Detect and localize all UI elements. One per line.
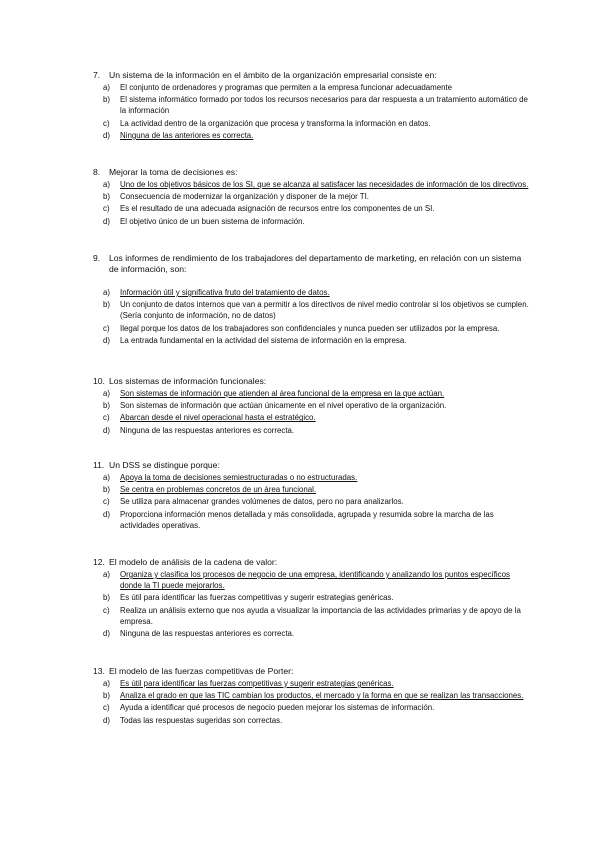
option-text: Son sistemas de información que atienden al área funcional de la empresa en la que actúan.: [120, 389, 445, 398]
question-13: [0, 666, 600, 726]
option-b-correct: [103, 690, 533, 701]
option-c: [103, 605, 533, 627]
option-c: [103, 323, 533, 334]
option-text: Información útil y significativa fruto del tratamiento de datos.: [120, 288, 330, 297]
option-b-correct: [103, 484, 533, 495]
option-text: Realiza un análisis externo que nos ayuda a visualizar la importancia de las actividades primarias y de apoyo de la empresa.: [120, 605, 521, 626]
option-letter: b): [103, 691, 111, 701]
option-letter: d): [103, 216, 111, 226]
option-b: [103, 299, 533, 321]
question-10: [0, 376, 600, 436]
option-d: [103, 628, 533, 639]
option-d: [103, 335, 533, 346]
question-number: 12.: [93, 557, 105, 567]
option-b: [103, 191, 533, 202]
option-letter: a): [103, 83, 111, 92]
question-text: Un sistema de la información en el ámbito de la organización empresarial consiste en:: [109, 70, 437, 80]
option-letter: a): [103, 180, 111, 189]
option-a-correct: [103, 287, 533, 298]
option-c-correct: [103, 412, 533, 423]
option-letter: b): [103, 192, 111, 202]
option-a-correct: [103, 388, 533, 399]
option-text: Ninguna de las anteriores es correcta.: [120, 130, 254, 140]
option-letter: a): [103, 570, 111, 579]
option-a-correct: [103, 179, 533, 190]
option-letter: a): [103, 679, 111, 688]
option-a-correct: [103, 472, 533, 483]
option-letter: d): [103, 509, 111, 519]
option-c: [103, 496, 533, 507]
option-text: Se centra en problemas concretos de un área funcional.: [120, 485, 317, 495]
question-8: [0, 167, 600, 227]
option-text: Todas las respuestas sugeridas son correctas.: [120, 715, 283, 725]
option-text: Analiza el grado en que las TIC cambian los productos, el mercado y la forma en que se realizan las transacciones.: [120, 691, 524, 701]
option-letter: d): [103, 715, 111, 725]
option-letter: b): [103, 95, 111, 105]
option-text: El conjunto de ordenadores y programas que permiten a la empresa funcionar adecuadamente: [120, 83, 453, 92]
option-text: Uno de los objetivos básicos de los SI, que se alcanza al satisfacer las necesidades de información de los directivos.: [120, 180, 529, 189]
option-c: [103, 118, 533, 129]
option-letter: d): [103, 335, 111, 345]
option-text: Consecuencia de modernizar la organización y disponer de la mejor TI.: [120, 192, 369, 202]
option-text: Ninguna de las respuestas anteriores es correcta.: [120, 425, 295, 435]
question-number: 11.: [93, 460, 105, 470]
option-letter: c): [103, 323, 110, 333]
option-letter: c): [103, 413, 110, 423]
question-number: 9.: [93, 253, 101, 263]
option-a-correct: [103, 678, 533, 689]
question-number: 13.: [93, 666, 105, 676]
option-d-correct: [103, 130, 533, 141]
question-text: El modelo de las fuerzas competitivas de Porter:: [109, 666, 294, 676]
option-a-correct: [103, 569, 533, 591]
option-text: La entrada fundamental en la actividad del sistema de información en la empresa.: [120, 335, 407, 345]
question-11: [0, 460, 600, 531]
option-text: La actividad dentro de la organización que procesa y transforma la información en datos.: [120, 118, 431, 128]
question-text: Los sistemas de información funcionales:: [109, 376, 267, 386]
option-letter: d): [103, 130, 111, 140]
option-c: [103, 203, 533, 214]
option-text: Un conjunto de datos internos que van a permitir a los directivos de nivel medio controlar si los objetivos se cumplen. (Sería conjunto de información, no de datos): [120, 300, 529, 321]
option-d: [103, 509, 533, 531]
option-letter: d): [103, 425, 111, 435]
question-12: [0, 557, 600, 639]
option-letter: c): [103, 118, 110, 128]
option-text: Ayuda a identificar qué procesos de negocio pueden mejorar los sistemas de información.: [120, 703, 435, 713]
question-text: Un DSS se distingue porque:: [109, 460, 220, 470]
option-letter: a): [103, 389, 111, 398]
option-b: [103, 592, 533, 603]
option-text: El sistema informático formado por todos los recursos necesarios para dar respuesta a un tratamiento automático de la información: [120, 95, 528, 116]
option-letter: c): [103, 497, 110, 507]
question-text: El modelo de análisis de la cadena de valor:: [109, 557, 278, 567]
option-a: [103, 82, 533, 93]
question-number: 8.: [93, 167, 101, 177]
question-text: Mejorar la toma de decisiones es:: [109, 167, 238, 177]
option-d: [103, 216, 533, 227]
option-letter: b): [103, 300, 111, 310]
option-letter: c): [103, 605, 110, 615]
option-text: Ilegal porque los datos de los trabajadores son confidenciales y nunca pueden ser utilizados por la empresa.: [120, 323, 500, 333]
question-9: [0, 253, 600, 346]
option-text: Apoya la toma de decisiones semiestructuradas o no estructuradas.: [120, 473, 358, 482]
option-text: Proporciona información menos detallada y más consolidada, agrupada y resumida sobre la marcha de las actividades operativas.: [120, 509, 494, 530]
question-text: Los informes de rendimiento de los trabajadores del departamento de marketing, en relación con un sistema de información, son:: [109, 253, 522, 274]
option-letter: c): [103, 204, 110, 214]
option-text: Organiza y clasifica los procesos de negocio de una empresa, identificando y analizando los puntos específicos donde la TI puede mejorarlos.: [120, 570, 510, 591]
option-text: Es útil para identificar las fuerzas competitivas y sugerir estrategias genéricas.: [120, 679, 394, 688]
option-text: Es útil para identificar las fuerzas competitivas y sugerir estrategias genéricas.: [120, 593, 394, 603]
option-letter: b): [103, 485, 111, 495]
option-c: [103, 702, 533, 713]
option-text: Ninguna de las respuestas anteriores es correcta.: [120, 629, 295, 639]
option-text: Es el resultado de una adecuada asignación de recursos entre los componentes de un SI.: [120, 204, 435, 214]
option-text: El objetivo único de un buen sistema de información.: [120, 216, 305, 226]
question-7: [0, 70, 600, 141]
option-letter: c): [103, 703, 110, 713]
option-letter: b): [103, 593, 111, 603]
option-b: [103, 94, 533, 116]
option-letter: a): [103, 473, 111, 482]
option-d: [103, 715, 533, 726]
option-text: Se utiliza para almacenar grandes volúmenes de datos, pero no para analizarlos.: [120, 497, 404, 507]
option-text: Abarcan desde el nivel operacional hasta el estratégico.: [120, 413, 316, 423]
option-letter: b): [103, 401, 111, 411]
option-d: [103, 425, 533, 436]
option-b: [103, 400, 533, 411]
option-letter: d): [103, 629, 111, 639]
option-text: Son sistemas de información que actúan únicamente en el nivel operativo de la organización.: [120, 401, 447, 411]
question-number: 10.: [93, 376, 105, 386]
option-letter: a): [103, 288, 111, 297]
question-number: 7.: [93, 70, 101, 80]
